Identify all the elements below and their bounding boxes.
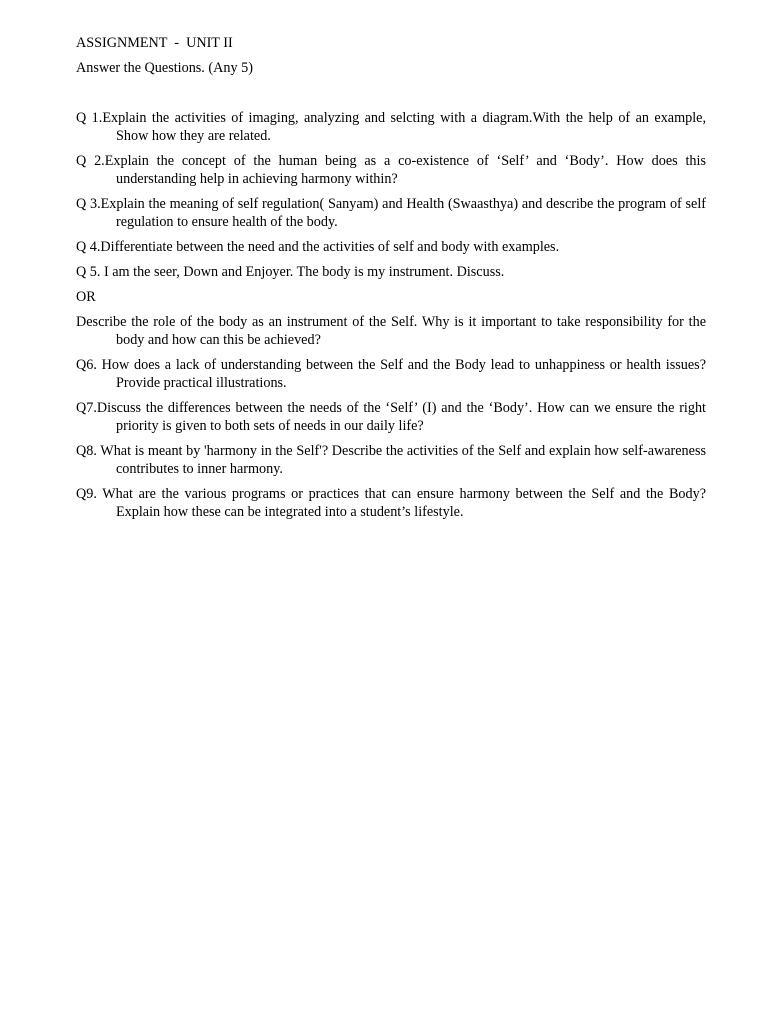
question-item: Q 4.Differentiate between the need and the activities of self and body with examples. (76, 239, 560, 255)
question-item: Q6. How does a lack of understanding between the Self and the Body lead to unhappiness or health issues? Provide practical illustrations. (76, 357, 706, 391)
question-item: Q 3.Explain the meaning of self regulation( Sanyam) and Health (Swaasthya) and describe the program of self regulation to ensure health of the body. (76, 196, 706, 230)
document-title: ASSIGNMENT - UNIT II (76, 35, 233, 51)
question-item: Q7.Discuss the differences between the needs of the ‘Self’ (I) and the ‘Body’. How can we ensure the right priority is given to both sets of needs in our daily life? (76, 400, 706, 434)
question-list (76, 109, 706, 521)
question-item: Q 5. I am the seer, Down and Enjoyer. The body is my instrument. Discuss. (76, 264, 505, 280)
question-item: Describe the role of the body as an instrument of the Self. Why is it important to take responsibility for the body and how can this be achieved? (76, 314, 706, 348)
document-page (76, 34, 706, 528)
question-item: Q 1.Explain the activities of imaging, analyzing and selcting with a diagram.With the help of an example, Show how they are related. (76, 110, 706, 144)
instruction-text: Answer the Questions. (Any 5) (76, 60, 253, 76)
question-item: Q 2.Explain the concept of the human being as a co-existence of ‘Self’ and ‘Body’. How does this understanding help in achieving harmony within? (76, 153, 706, 187)
question-item: Q8. What is meant by 'harmony in the Self'? Describe the activities of the Self and explain how self-awareness contributes to inner harmony. (76, 443, 706, 477)
question-item: Q9. What are the various programs or practices that can ensure harmony between the Self and the Body? Explain how these can be integrated into a student’s lifestyle. (76, 486, 706, 520)
or-separator: OR (76, 289, 96, 305)
